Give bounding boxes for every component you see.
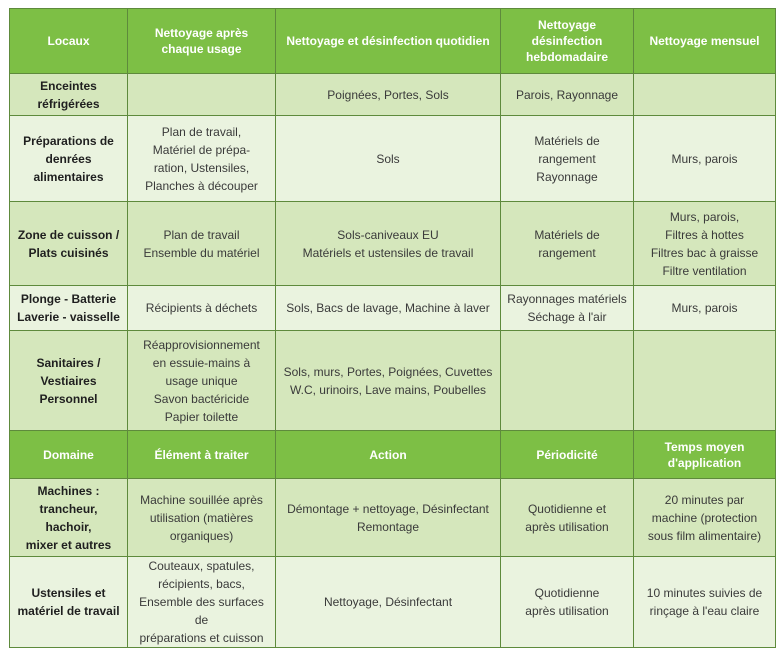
cell-monthly: Murs, parois [634,286,776,331]
table-row [10,557,776,648]
cell-after-use: Plan de travail, Matériel de prépa- ration, Ustensiles, Planches à découper [128,116,276,202]
cleaning-plan-table-wrapper [9,8,775,648]
cell-time: 10 minutes suivies de rinçage à l'eau claire [634,557,776,648]
cell-daily: Sols-caniveaux EU Matériels et ustensiles de travail [276,202,501,286]
cell-after-use [128,74,276,116]
cell-daily: Sols, murs, Portes, Poignées, Cuvettes W.C, urinoirs, Lave mains, Poubelles [276,331,501,431]
table-row [10,331,776,431]
row-label: Machines : trancheur, hachoir, mixer et autres [10,479,128,557]
cell-action: Nettoyage, Désinfectant [276,557,501,648]
table-row [10,116,776,202]
cleaning-plan-table [9,8,776,648]
cell-monthly [634,74,776,116]
header-daily: Nettoyage et désinfection quotidien [276,9,501,74]
cell-after-use: Réapprovisionnement en essuie-mains à usage unique Savon bactéricide Papier toilette [128,331,276,431]
row-label: Enceintes réfrigérées [10,74,128,116]
header-element: Élément à traiter [128,431,276,479]
cell-time: 20 minutes par machine (protection sous film alimentaire) [634,479,776,557]
row-label: Plonge - Batterie Laverie - vaisselle [10,286,128,331]
cell-monthly: Murs, parois, Filtres à hottes Filtres bac à graisse Filtre ventilation [634,202,776,286]
table-row [10,202,776,286]
row-label: Zone de cuisson / Plats cuisinés [10,202,128,286]
row-label: Sanitaires / Vestiaires Personnel [10,331,128,431]
cell-monthly: Murs, parois [634,116,776,202]
cell-period: Quotidienne et après utilisation [501,479,634,557]
cell-weekly: Matériels de rangement Rayonnage [501,116,634,202]
cell-daily: Sols [276,116,501,202]
cell-daily: Sols, Bacs de lavage, Machine à laver [276,286,501,331]
header-locaux: Locaux [10,9,128,74]
cell-weekly [501,331,634,431]
cell-weekly: Matériels de rangement [501,202,634,286]
header-periodicite: Périodicité [501,431,634,479]
cell-weekly: Rayonnages matériels Séchage à l'air [501,286,634,331]
header-row-domaine [10,431,776,479]
cell-element: Couteaux, spatules, récipients, bacs, Ensemble des surfaces de préparations et cuisson [128,557,276,648]
table-row [10,74,776,116]
row-label: Ustensiles et matériel de travail [10,557,128,648]
header-domaine: Domaine [10,431,128,479]
cell-element: Machine souillée après utilisation (matières organiques) [128,479,276,557]
header-temps: Temps moyen d'application [634,431,776,479]
header-after-use: Nettoyage après chaque usage [128,9,276,74]
cell-action: Démontage + nettoyage, Désinfectant Remontage [276,479,501,557]
header-row-locaux [10,9,776,74]
cell-weekly: Parois, Rayonnage [501,74,634,116]
table-row [10,479,776,557]
cell-after-use: Récipients à déchets [128,286,276,331]
cell-period: Quotidienne après utilisation [501,557,634,648]
header-weekly: Nettoyage désinfection hebdomadaire [501,9,634,74]
cell-after-use: Plan de travail Ensemble du matériel [128,202,276,286]
cell-monthly [634,331,776,431]
cell-daily: Poignées, Portes, Sols [276,74,501,116]
header-monthly: Nettoyage mensuel [634,9,776,74]
row-label: Préparations de denrées alimentaires [10,116,128,202]
table-row [10,286,776,331]
header-action: Action [276,431,501,479]
